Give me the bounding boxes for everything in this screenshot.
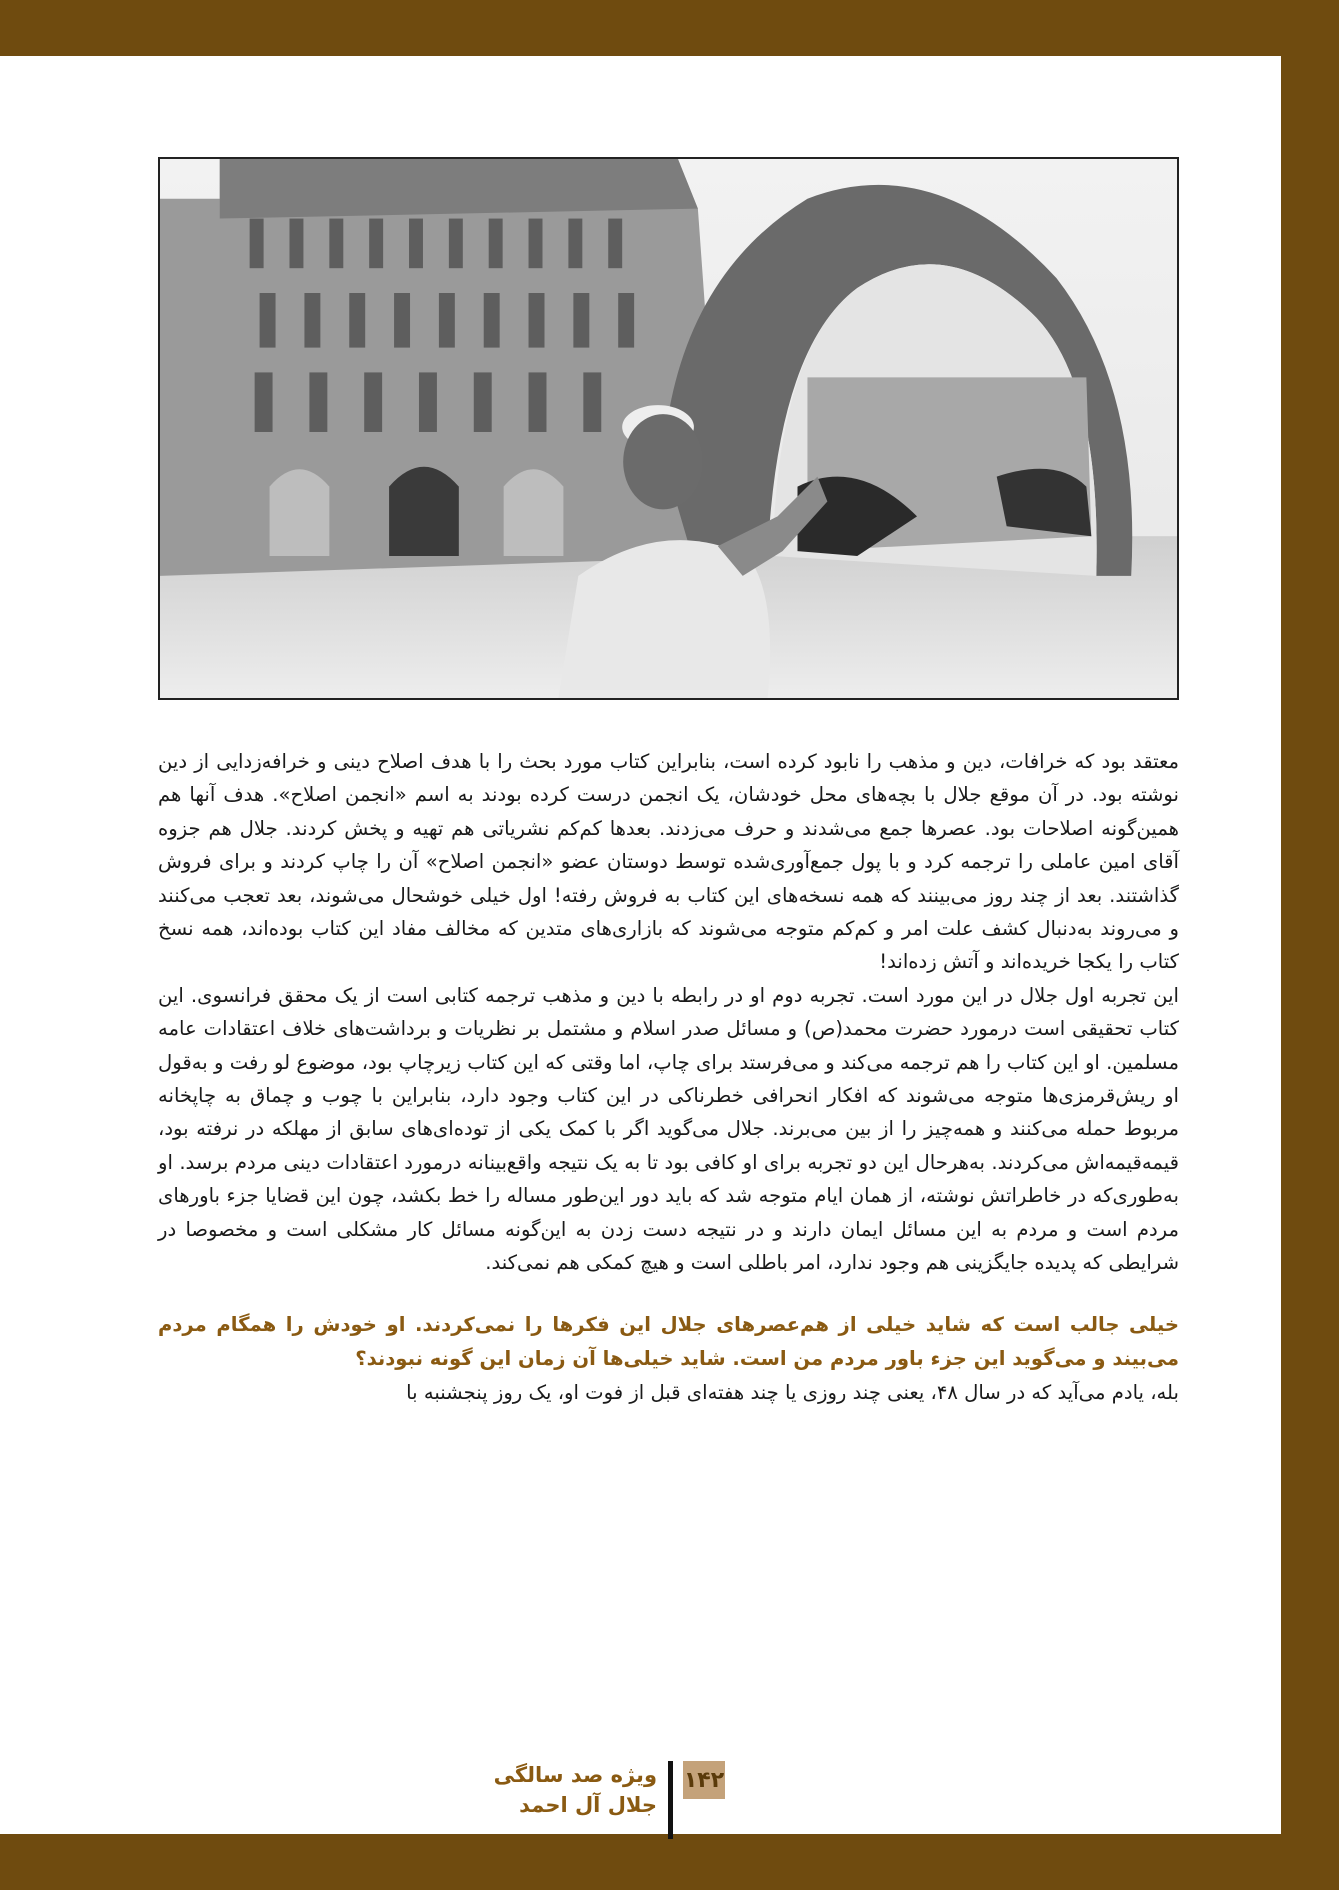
footer-title-line2: جلال آل احمد: [519, 1793, 657, 1817]
taq-kasra-arch-icon: [160, 159, 1177, 698]
page-frame-top: [0, 0, 1339, 56]
page-footer: [0, 1755, 1339, 1835]
article-body: [158, 745, 1179, 1409]
paragraph-2: این تجربه اول جلال در این مورد است. تجربه دوم او در رابطه با دین و مذهب ترجمه کتابی است از یک محقق فرانسوی. این کتاب تحقیقی است درمورد حضرت محمد(ص) و مسائل صدر اسلام و مشتمل بر نظریات و برداشت‌های خلاف اعتقادات عامه مسلمین. او این کتاب را هم ترجمه می‌کند و می‌فرستد برای چاپ، اما وقتی که این کتاب زیرچاپ بود، موضوع لو رفت و به‌قول او ریش‌قرمزی‌ها متوجه می‌شوند که افکار انحرافی خطرناکی در این کتاب وجود دارد، بنابراین با چوب و چماق به چاپخانه مربوط حمله می‌کنند و همه‌چیز را از بین می‌برند. جلال می‌گوید اگر با کمک یکی از توده‌ای‌های سابق از مهلکه در نرفته بود، قیمه‌قیمه‌اش می‌کردند. به‌هرحال این دو تجربه برای او کافی بود تا به یک نتیجه واقع‌بینانه درمورد اعتقادات دینی مردم برسد. او به‌طوری‌که در خاطراتش نوشته، از همان ایام متوجه شد که باید دور این‌طور مساله را خط بکشد، چون این قضایا جزء باورهای مردم است و مردم به این مسائل ایمان دارند و در نتیجه دست زدن به این‌گونه مسائل کار مشکلی است و مخصوصا در شرایطی که پدیده جایگزینی هم وجود ندارد، امر باطلی است و هیچ کمکی هم نمی‌کند.: [158, 983, 1179, 1275]
interview-question: خیلی جالب است که شاید خیلی از هم‌عصرهای جلال این فکرها را نمی‌کردند. او خودش را همگام مردم می‌بیند و می‌گوید این جزء باور مردم من است. شاید خیلی‌ها آن زمان این گونه نبودند؟: [158, 1312, 1179, 1370]
footer-divider: [668, 1761, 673, 1839]
footer-title-line1: ویژه صد سالگی: [493, 1763, 657, 1787]
page-number: ۱۴۲: [683, 1761, 725, 1799]
paragraph-1: معتقد بود که خرافات، دین و مذهب را نابود کرده است، بنابراین کتاب مورد بحث را با هدف اصلاح دینی و خرافه‌زدایی از دین نوشته بود. در آن موقع جلال با بچه‌های محل خودشان، یک انجمن درست کرده بودند به اسم «انجمن اصلاح». هدف آنها هم همین‌گونه اصلاحات بود. عصرها جمع می‌شدند و حرف می‌زدند. بعدها کم‌کم نشریاتی هم تهیه و پخش کردند. جلال هم جزوه آقای امین عاملی را ترجمه کرد و با پول جمع‌آوری‌شده توسط دوستان عضو «انجمن اصلاح» آن را چاپ کردند و برای فروش گذاشتند. بعد از چند روز می‌بینند که همه نسخه‌های این کتاب به فروش رفته! اول خیلی خوشحال می‌شوند، بعد تعجب می‌کنند و می‌روند به‌دنبال کشف علت امر و کم‌کم متوجه می‌شوند که بازاری‌های متدین که مخالف مفاد این کتاب بوده‌اند، همه نسخ کتاب را یکجا خریده‌اند و آتش زده‌اند!: [158, 750, 1179, 974]
page-frame-bottom: [0, 1834, 1339, 1890]
historic-photo: [158, 157, 1179, 700]
page-frame-right: [1281, 0, 1339, 1890]
interview-answer: بله، یادم می‌آید که در سال ۴۸، یعنی چند روزی یا چند هفته‌ای قبل از فوت او، یک روز پنجشنبه با: [406, 1380, 1179, 1404]
